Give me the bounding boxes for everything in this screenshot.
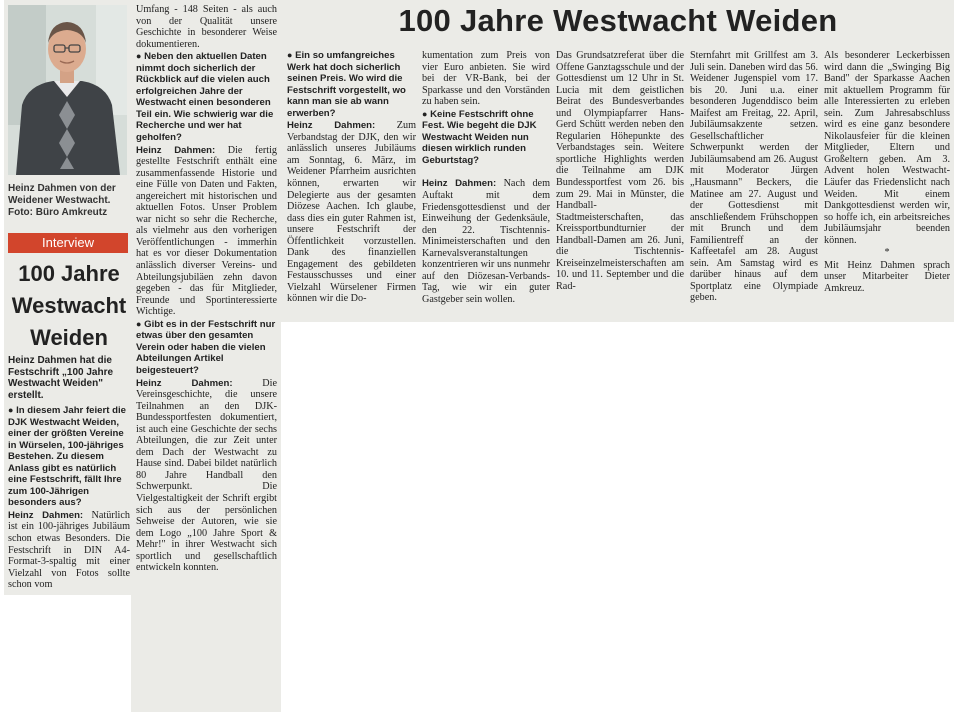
side-headline-line3: Weiden — [30, 325, 108, 350]
speaker-label: Heinz Dahmen: — [136, 144, 216, 156]
speaker-label: Heinz Dahmen: — [8, 509, 84, 521]
answer-4 — [287, 120, 416, 305]
side-headline — [8, 258, 130, 354]
question-1 — [8, 405, 130, 509]
answer-5 — [422, 178, 550, 305]
column-3 — [287, 50, 416, 306]
caption-line2: Foto: Büro Amkreutz — [8, 207, 108, 218]
question-4-text: Ein so umfangreiches Werk hat doch sicherlich seinen Preis. Wo wird die Festschrift vorgestellt, wo kann man sie ab wann erwerben? — [287, 50, 406, 119]
bullet-icon: ● — [422, 108, 428, 119]
bullet-icon: ● — [8, 405, 14, 415]
speaker-label: Heinz Dahmen: — [287, 120, 376, 132]
bullet-icon: ● — [136, 51, 142, 62]
question-3 — [136, 319, 277, 377]
bullet-icon: ● — [136, 318, 142, 329]
column-6 — [690, 50, 818, 305]
column-1 — [8, 405, 130, 592]
speaker-label: Heinz Dahmen: — [422, 178, 497, 190]
photo-caption — [8, 183, 130, 219]
portrait-illustration — [8, 5, 127, 175]
column-5 — [556, 50, 684, 293]
intro-text: Heinz Dahmen hat die Festschrift „100 Jahre Westwacht Weiden" erstellt. — [8, 355, 114, 401]
bullet-icon: ● — [287, 50, 293, 60]
answer-1-text: Natürlich ist ein 100-jähriges Jubiläum schon etwas Besonders. Die Festschrift in DIN A4-Format-3-spaltig mit einer Vielzahl von Fotos sollte schon vom — [8, 509, 130, 591]
caption-line1: Heinz Dahmen von der Weidener Westwacht. — [8, 183, 116, 206]
speaker-label: Heinz Dahmen: — [136, 377, 233, 389]
answer-3-text: Die Vereinsgeschichte, die unsere Teilnahmen an den DJK-Bundessportfesten dokumentiert, ist auch eine Geschichte der sechs Abteilungen, die zur Zeit unter dem Dach der Westwacht zu Hause sind. Dabei bildet natürlich 80 Jahre Handball den Schwerpunkt. Die Vielgestaltigkeit der Schrift ergibt sich aus der persönlichen Sehweise der Autoren, wie sie dem Logo „100 Jahre Sport & Mehr!" in ihrer Westwacht sich sportlich und gesellschaftlich entwickeln konnten. — [136, 377, 277, 574]
question-3-text: Gibt es in der Festschrift nur etwas über den gesamten Verein oder haben die vielen Abteilungen Artikel beigesteuert? — [136, 318, 276, 376]
column-6-text: Sternfahrt mit Grillfest am 3. Juli sein. Daneben wird das 56. Weidener Jugenspiel vom 17. bis 20. Juni u.a. einer besonderen Jugenddisco beim Maifest am Freitag, 22. April, Jubiläumsakzente setzen. Gesellschaftlicher Schwerpunkt werden der Jubiläumsabend am 26. August mit Moderator Jürgen „Hausmann" Beckers, die Matinee am 27. August und der Gottesdienst mit anschließendem Frühschoppen mit Brunch und dem Familientreff an der Kaffeetafel am 28. August sein. Am Samstag wird es darüber hinaus auf dem Sportplatz eine Olympiade geben. — [690, 50, 818, 304]
answer-5-text: Nach dem Auftakt mit dem Friedensgottesdienst und der Einweihung der Gedenksäule, den 22. Tischtennis-Minimeisterschaften und den Karnevalsveranstaltungen konzentrieren wir uns nunmehr auf den Diözesan-Verbands-Tag, wie wir ein guter Gastgeber sein wollen. — [422, 178, 550, 305]
interview-tag: Interview — [8, 233, 128, 253]
column-2 — [136, 4, 277, 575]
question-5-text: Keine Festschrift ohne Fest. Wie begeht die DJK Westwacht Weiden nun diesen wirklich runden Geburtstag? — [422, 108, 537, 166]
closing-note: Mit Heinz Dahmen sprach unser Mitarbeiter Dieter Amkreuz. — [824, 259, 950, 294]
answer-1 — [8, 510, 130, 591]
column-7 — [824, 50, 950, 295]
question-5 — [422, 109, 550, 167]
column-4 — [422, 50, 550, 306]
column-5-text: Das Grundsatzreferat über die Offene Ganztagsschule und der Gottesdienst um 12 Uhr in St. Lucia mit dem geistlichen Beirat des Bundesverbandes und Olympiapfarrer Hans-Gerd Schütt werden neben den Regularien Höhepunkte des Verbandstages sein. Weitere sportliche Highlights werden die Teilnahme am DJK Bundessportfest vom 26. bis zum 29. Mai in Münster, die Handball-Stadtmeisterschaften, das Kreissportbundturnier der Handball-Damen am 26. Juni, die Tischtennis-Kreiseinzelmeisterschaften am 10. und 11. September und die Rad- — [556, 50, 684, 292]
answer-4-continued: kumentation zum Preis von vier Euro anbieten. Sie wird bei der VR-Bank, bei der Sparkasse und den Vorständen zu haben sein. — [422, 50, 550, 108]
answer-4-text: Zum Verbandstag der DJK, den wir anlässlich unseres Jubiläums am Sonntag, 6. März, im Weidener Pfarrheim ausrichten können, erwarten wir Delegierte aus der gesamten Diözese Aachen. Ich glaube, dass dies ein guter Rahmen ist, unsere Festschrift der Öffentlichkeit vorzustellen. Dank des finanziellen Engagement des gebildeten Festausschusses und einer Vielzahl Würselener Firmen können wir die Do- — [287, 120, 416, 305]
side-headline-line2: Westwacht — [11, 293, 127, 318]
column-7-text: Als besonderer Leckerbissen wird dann die „Swinging Big Band" der Sparkasse Aachen mit aktuellem Programm für alle Interessierten zu erleben sein. Zum Jahresabschluss wird es eine ganz besondere Nikolausfeier für die kleinen Mitglieder, Eltern und Großeltern geben. Am 3. Advent holen Westwacht-Läufer das Friedenslicht nach Weiden. Mit einem Dankgottesdienst werden wir, so hoffe ich, ein arbeitsreiches Jubiläumsjahr beenden können. — [824, 50, 950, 246]
question-4 — [287, 50, 416, 119]
answer-1-continued: Umfang - 148 Seiten - als auch von der Qualität unsere Geschichte in besonderer Weise dokumentieren. — [136, 4, 277, 50]
question-2-text: Neben den aktuellen Daten nimmt doch sicherlich der Rückblick auf die vielen auch erfolgreichen Jahre der Westwacht einen besonderen Teil ein. Wie schwierig war die Recherche und wer hat geholfen? — [136, 51, 274, 144]
separator-star: * — [884, 247, 890, 259]
question-2 — [136, 51, 277, 143]
side-headline-line1: 100 Jahre — [18, 261, 120, 286]
main-headline: 100 Jahre Westwacht Weiden — [398, 3, 838, 38]
portrait-photo — [8, 5, 127, 175]
answer-2-text: Die fertig gestellte Festschrift enthält eine zusammenfassende Historie und eine Fülle von Daten und Fakten, angereichert mit historischen und aktuellen Fotos. Unser Problem war nicht so sehr die Recherche, als vielmehr aus den vorherigen Veröffentlichungen - immerhin hat es vor dieser Dokumentation anlässlich diverser Vereins- und Abteilungsjubiläen zehn davon gegeben - das für Mitglieder, Freunde und Sportinteressierte Wichtige. — [136, 144, 277, 318]
answer-3 — [136, 378, 277, 574]
answer-2 — [136, 145, 277, 318]
question-1-text: In diesem Jahr feiert die DJK Westwacht Weiden, einer der größten Vereine in Würselen, 100-jähriges Bestehen. Zu diesem Anlass gibt es natürlich eine Festschrift, fällt Ihre zum 100-Jährigen besonders aus? — [8, 405, 126, 509]
